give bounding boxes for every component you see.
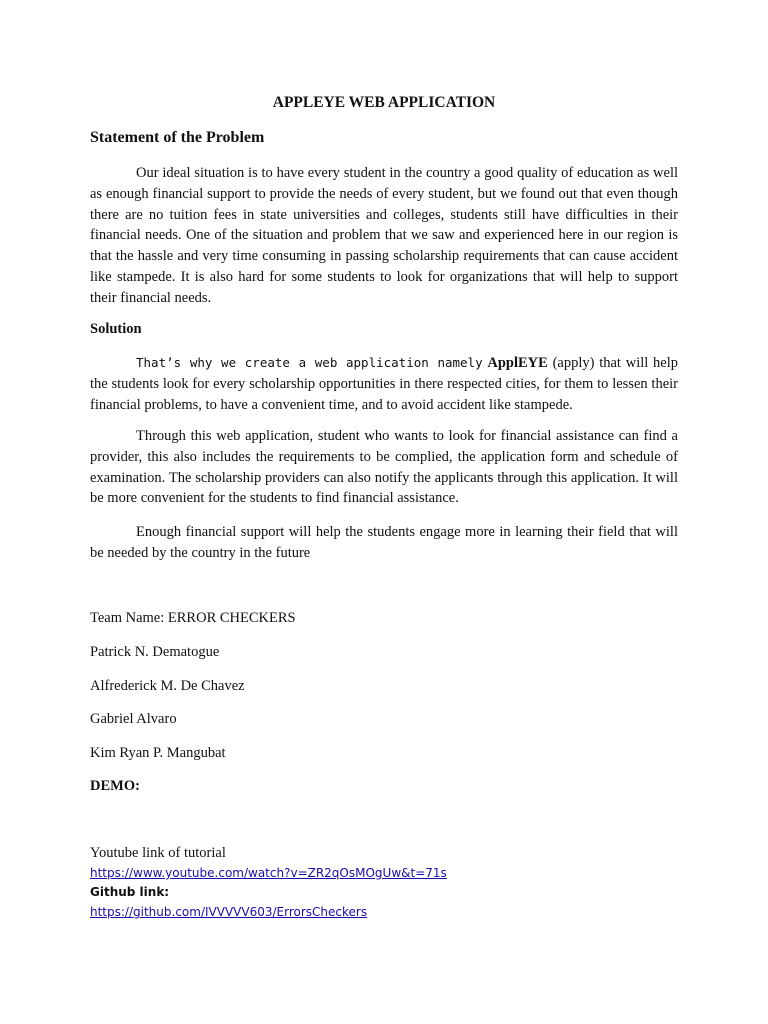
solution-paragraph-3: Enough financial support will help the students engage more in learning their field that will be needed by the country in the future: [90, 524, 678, 561]
demo-label: DEMO:: [90, 778, 140, 794]
team-name: Team Name: ERROR CHECKERS: [90, 610, 296, 626]
solution-paragraph-2: Through this web application, student who wants to look for financial assistance can find a provider, this also includes the requirements to be complied, the application form and schedule of examination. The scholarship providers can also notify the applicants through this application. It will be more convenient for the students to find financial assistance.: [90, 428, 678, 507]
youtube-label: Youtube link of tutorial: [90, 845, 226, 861]
app-name: ApplEYE: [487, 355, 548, 371]
solution-paragraph-1-rest: (apply) that will help the students look for every scholarship opportunities in there respected cities, for them to lessen their financial problems, to have a convenient time, and to avoid accident like stampede.: [90, 355, 679, 413]
github-label: Github link:: [90, 885, 170, 899]
statement-heading: Statement of the Problem: [90, 129, 265, 146]
solution-heading: Solution: [90, 321, 142, 337]
github-link[interactable]: https://github.com/IVVVVV603/ErrorsCheckers: [90, 905, 368, 919]
team-member: Kim Ryan P. Mangubat: [90, 745, 226, 761]
team-member: Gabriel Alvaro: [90, 711, 177, 727]
team-member: Patrick N. Dematogue: [90, 644, 220, 660]
team-member: Alfrederick M. De Chavez: [90, 678, 245, 694]
document-title: APPLEYE WEB APPLICATION: [272, 94, 496, 111]
solution-paragraph-1-lead: That’s why we create a web application namely: [136, 355, 483, 370]
statement-paragraph: Our ideal situation is to have every student in the country a good quality of education as well as enough financial support to provide the needs of every student, but we found out that even though there are no tuition fees in state universities and colleges, students still have difficulties in their financial needs. One of the situation and problem that we saw and experienced here in our region is that the hassle and very time consuming in passing scholarship requirements that can cause accident like stampede. It is also hard for some students to look for organizations that will help to support their financial needs.: [90, 165, 678, 306]
youtube-link[interactable]: https://www.youtube.com/watch?v=ZR2qOsMOgUw&t=71s: [90, 866, 447, 880]
solution-paragraph-1: [90, 353, 678, 415]
